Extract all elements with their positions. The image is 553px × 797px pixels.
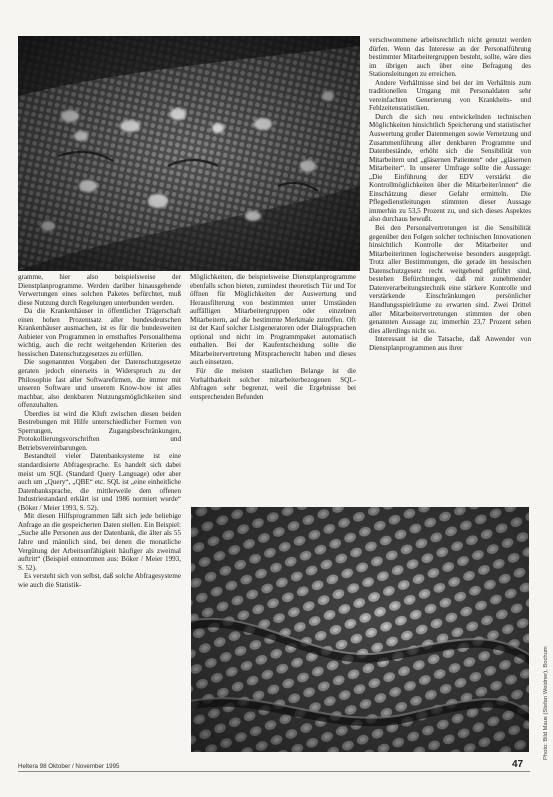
text-column-left — [18, 273, 181, 751]
photo-credit: Photo: Bild Maus (Stefan Weidner), Bochum — [543, 646, 549, 760]
footer-journal-issue: Heltera 98 Oktober / November 1995 — [18, 763, 120, 770]
paragraph: Interessant ist die Tatsache, daß Anwender von Dienstplanprogrammen aus ihrer — [369, 335, 531, 352]
photo-top-image — [18, 36, 360, 271]
paragraph: Durch die sich neu entwickelnden technischen Möglichkeiten hinsichtlich Speicherung und statistischer Auswertung großer Datenmengen sowie Vernetzung und Zusammenführung aller denkbaren Programme und Datenbestände, erhöht sich die Sensibilität von Mitarbeitern und „gläsernen Patienten“ oder „gläsernen Mitarbeiter“. In unserer Umfrage sollte die Aussage: „Die Einführung der EDV verstärkt die Kontrollmöglichkeiten über die Mitarbeiter/innen“ die Einschätzung dieser Gefahr ermitteln. Die Pflegedienstleitungen stimmten dieser Aussage immerhin zu 53,5 Prozent zu, und sich dieses Aspektes also durchaus bewußt. — [369, 112, 531, 224]
footer-rule — [18, 771, 530, 772]
paragraph: Für die meisten staatlichen Belange ist die Vorhaltbarkeit solcher mitarbeiterbezogenen SQL-Abfragen sehr begrenzt, weil die Ergebnisse bei entsprechenden Befunden — [190, 367, 356, 401]
text-column-middle — [190, 273, 356, 505]
text-column-right-upper — [369, 36, 531, 506]
paragraph: Es versteht sich von selbst, daß solche Abfragesysteme wie auch die Statistik- — [18, 572, 181, 589]
paragraph: Die sogenannten Vorgaben der Datenschutzgesetze geraten jedoch einerseits in Widerspruch zu der Philosophie fast aller Softwarefirmen, die immer mit unseren Software und unserem Know-how ist alles machbar, also denkbaren Nutzungsmöglichkeiten sind offenzuhalten. — [18, 358, 181, 410]
paragraph: Bei den Personalvertretungen ist die Sensibilität gegenüber den Folgen solcher technischen Innovationen hinsichtlich Kontrolle der Mitarbeiter und Mitarbeiterinnen logischerweise besonders ausgeprägt. Trotz aller Bestimmungen, die gerade im hessischen Datenschutzgesetz recht weitgehend geführt sind, bestehen Befürchtungen, daß mit zunehmender Datenverarbeitungstechnik eine stärkere Kontrolle und verstärkende Einschränkungen persönlicher Handlungsspielräume zu erwarten sind. Zwei Drittel aller Mitarbeitervertretungen stimmten der oben genannten Aussage zu; immerhin 23,7 Prozent sehen dies allerdings nicht so. — [369, 224, 531, 335]
paragraph: Überdies ist wird die Kluft zwischen diesen beiden Bestrebungen mit Hilfe unterschiedlicher Formen von Sperrungen, Zugangsbeschränkungen, Protokollierungsvorschriften und Betriebsvereinbarungen. — [18, 409, 181, 452]
photo-bottom-image — [191, 507, 529, 752]
paragraph: Mit diesen Hilfsprogrammen läßt sich jede beliebige Anfrage an die gespeicherten Daten stellen. Ein Beispiel: „Suche alle Personen aus der Datenbank, die älter als 55 Jahre und männlich sind, bei denen die monatliche Vergütung der Arbeitsunfähigkeit häufiger als zweimal auftritt“ (Beispiel entnommen aus: Böker / Meier 1993, S. 52). — [18, 512, 181, 572]
page-number: 47 — [512, 759, 524, 770]
paragraph: verschwommene arbeitsrechtlich nicht genutzt werden dürfen. Wenn das Interesse an der Personalführung bestimmter Mitarbeitergruppen besteht, sollte, wäre dies im übrigen auch über eine Befragung des Stationsleitungen zu erreichen. — [369, 36, 531, 79]
photo-fabric-macro-top — [18, 36, 360, 271]
paragraph: Da die Krankenhäuser in öffentlicher Trägerschaft einen hohen Prozentsatz aller bundesdeutschen Krankenhäuser ausmachen, ist es für die bundesweiten Anbieter von Programmen in ernsthaftes Personalthema wichtig, auch die recht weitgehenden Kriterien des hessischen Datenschutzgesetzes zu erfüllen. — [18, 307, 181, 358]
paragraph: gramme, hier also beispielsweise der Dienstplanprogramme. Werden darüber hinausgehende Verwertungen eines solchen Paketes befürchtet, muß diese Nutzung durch Regelungen unterbunden werden. — [18, 273, 181, 307]
paragraph: Andere Verhältnisse sind bei der im Verhältnis zum traditionellen Umgang mit Personaldaten sehr vereinfachten Generierung von Krankheits- und Fehlzeitenstatistiken. — [369, 78, 531, 113]
photo-fabric-macro-bottom — [191, 507, 529, 752]
paragraph: Bestandteil vieler Datenbanksysteme ist eine standardisierte Abfragesprache. Es handelt sich dabei meist um SQL (Standard Query Language) oder aber auch um „Query“, „QBE“ etc. SQL ist „eine einheitliche Datenbanksprache, die mittlerweile dem offenen Industriestandard erklärt ist und 1986 normiert wurde“ (Böker / Meier 1993, S. 52). — [18, 452, 181, 512]
paragraph: Möglichkeiten, die beispielsweise Dienstplanprogramme ebenfalls schon bieten, zumindest theoretisch Tür und Tor öffnen für Möglichkeiten der Auswertung und Herausfilterung von bestimmten unter Umständen auffälligen Mitarbeitergruppen oder einzelnen Mitarbeitern, auf die bestimmte Merkmale zutreffen. Oft ist der Kauf solcher Listgeneratoren oder Dialogsprachen optional und nicht im Programmpaket automatisch enthalten. Bei der Kaufentscheidung sollte die Mitarbeitervertretung Mitspracherecht haben und dieses auch einsetzen. — [190, 273, 356, 367]
